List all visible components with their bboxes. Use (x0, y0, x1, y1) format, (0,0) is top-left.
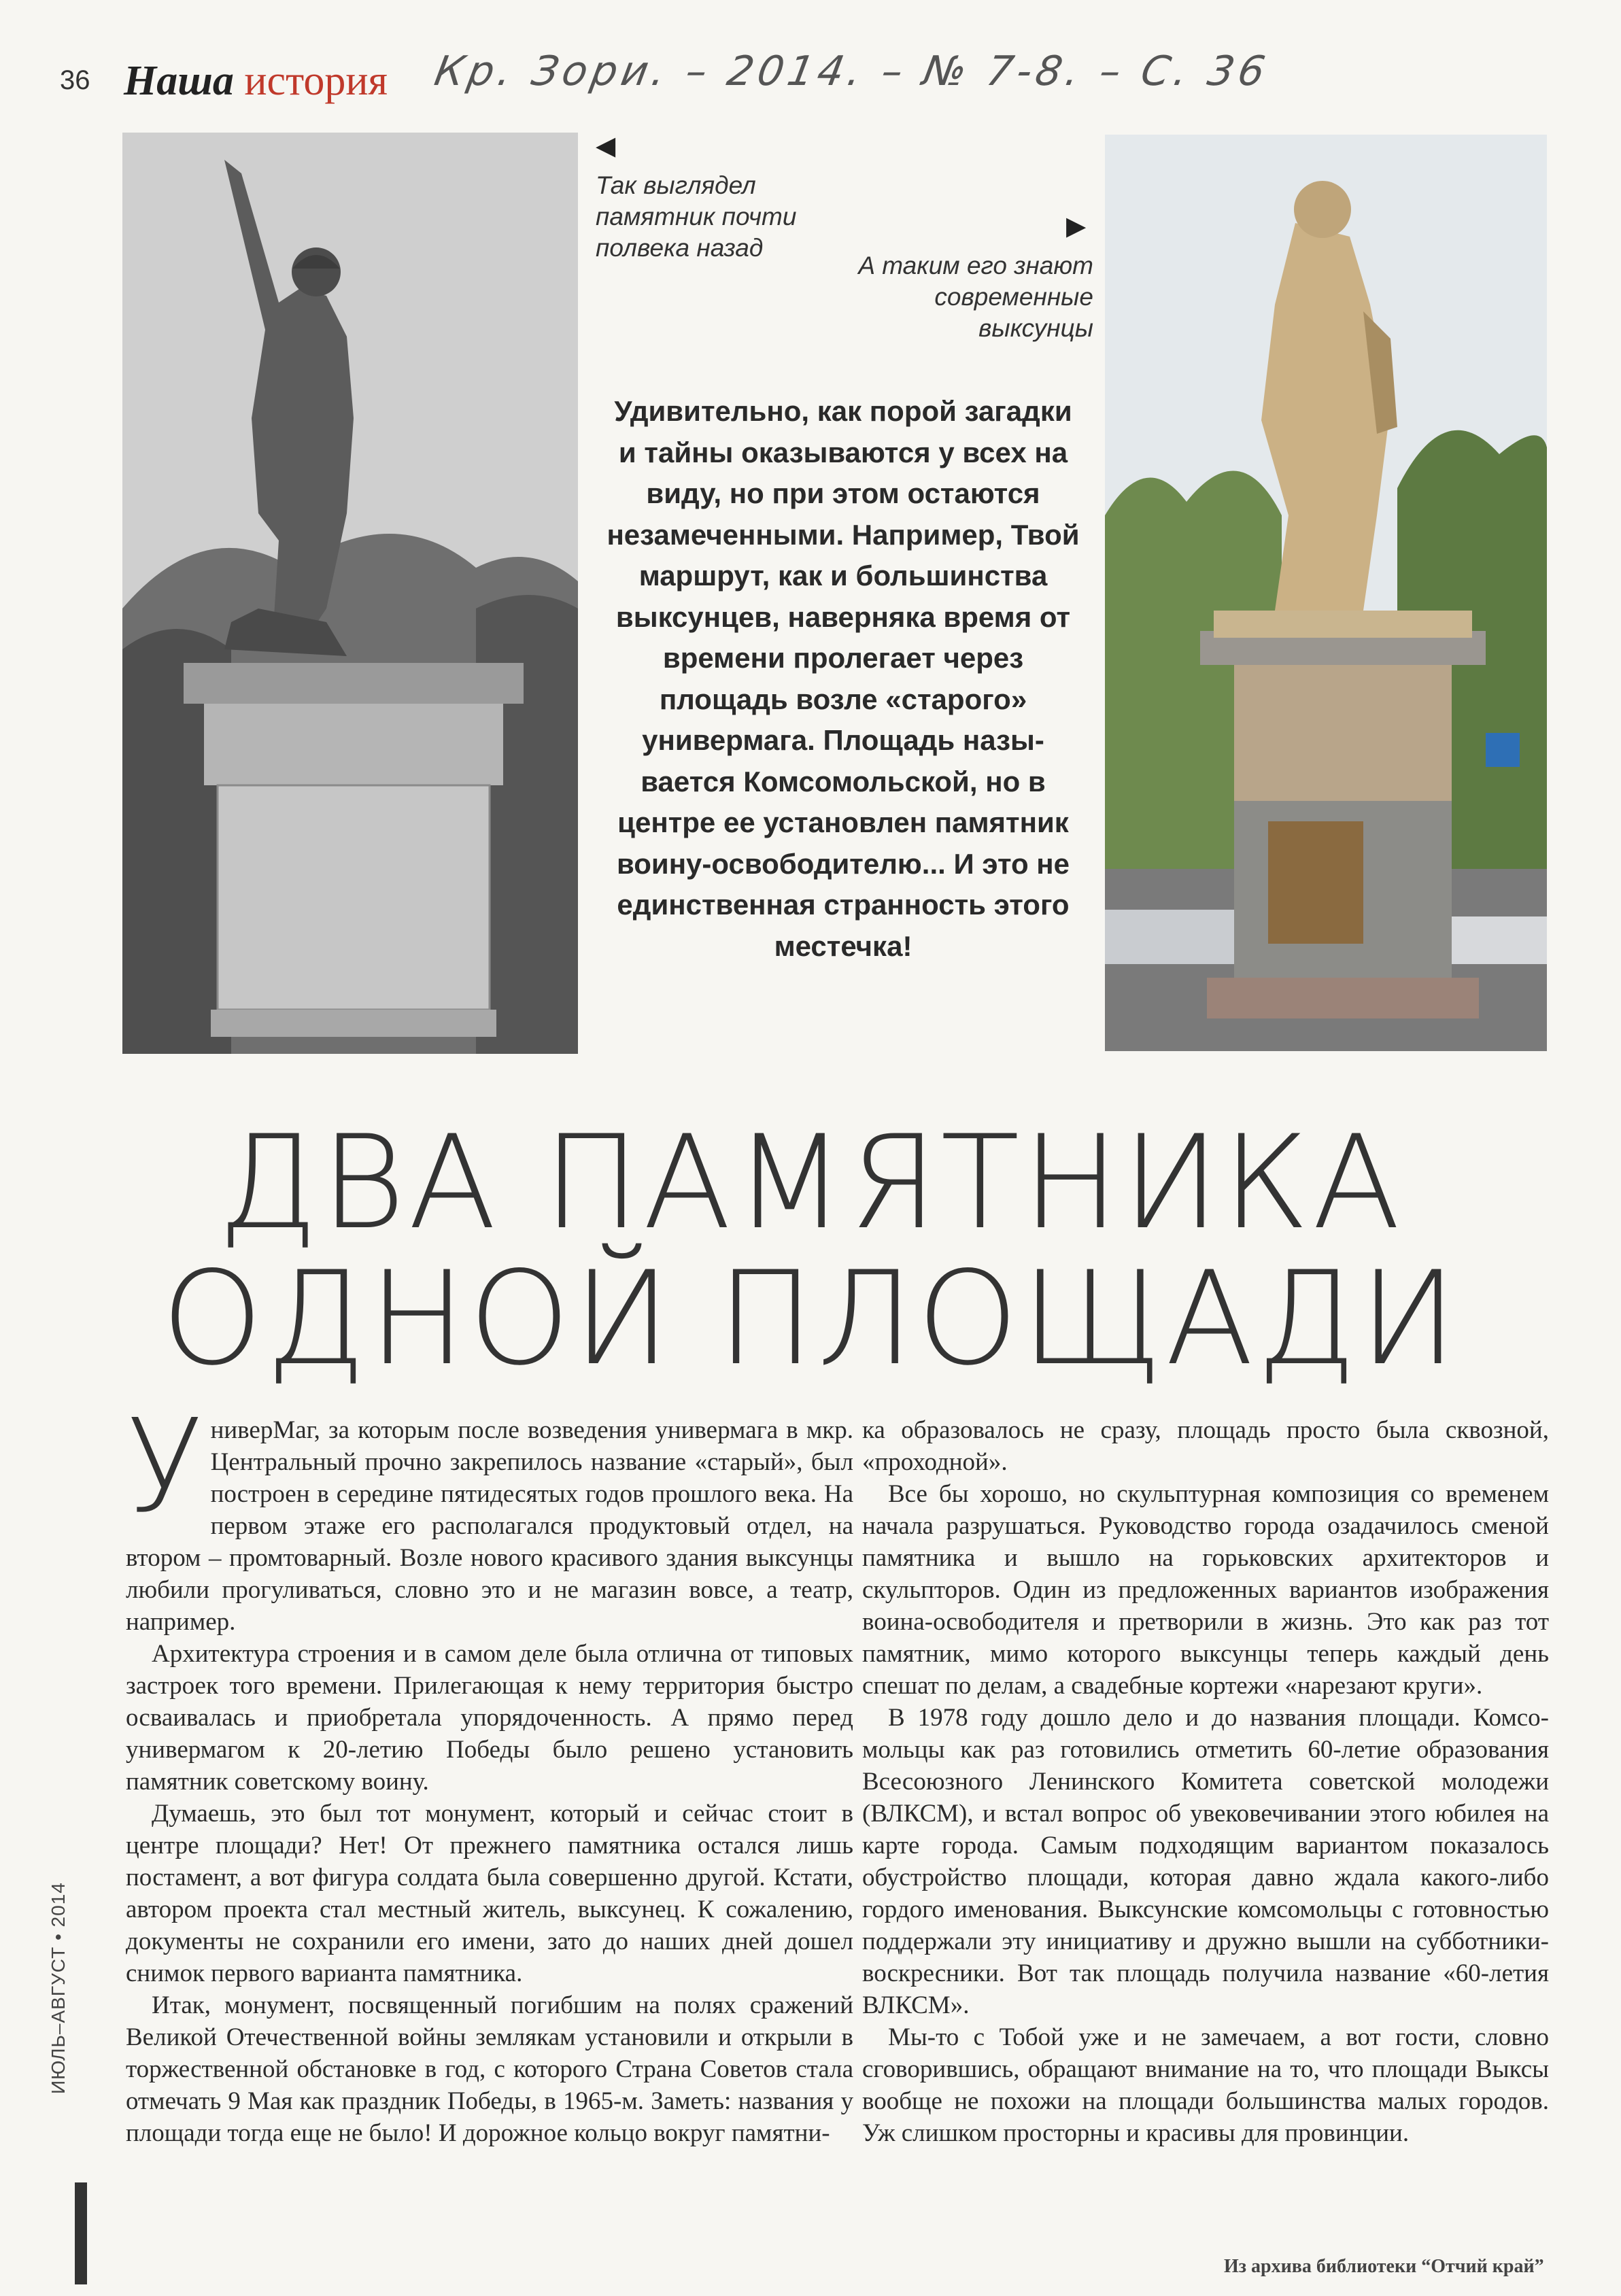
article-column-right (862, 1414, 1549, 2149)
new-monument-photo (1105, 135, 1547, 1051)
new-monument-illustration (1105, 135, 1547, 1051)
article-paragraph: Мы-то с Тобой уже и не замечаем, а вот гости, словно сговорившись, обращают внимание на то, что площади Выксы вообще не похожи на площади большинства малых городов. Уж слишком просторны и красивы для провинции. (862, 2023, 1549, 2147)
lead-paragraph: Удивительно, как порой загадки и тайны оказываются у всех на виду, но при этом остаются незамеченными. Например, Твой маршрут, как и большинства выксунцев, наверняка время от времени пролегает через площадь возле «старого» универмага. Площадь называется Комсомольской, но в центре ее установлен памятник воину-освободителю... И это не единственная странность этого местечка! (607, 395, 1080, 962)
page-number: 36 (60, 65, 90, 95)
old-photo-caption: Так выглядел памятник почти полвека назад (596, 171, 797, 262)
section-word-1: Наша (124, 58, 234, 104)
old-monument-illustration (122, 133, 578, 1054)
headline-line-2: ОДНОЙ ПЛОЩАДИ (161, 1244, 1460, 1394)
article-paragraph: Думаешь, это был тот монумент, который и сейчас стоит в центре площади? Нет! От прежнего памятника остался лишь постамент, а вот фигура солдата была совершенно другой. Кстати, автором проекта стал местный житель, выксунец. К сожалению, документы не сохранили его имени, зато до наших дней дошел снимок первого варианта памятника. (126, 1800, 853, 1987)
article-paragraph: ка образовалось не сразу, площадь просто была сквозной, «проходной». (862, 1416, 1549, 1476)
article-paragraph: Все бы хорошо, но скульптурная композиция со временем начала разрушаться. Руководство города озадачилось сменой памятника и вышло на горьковских архитекторов и скульпторов. Один из предложенных вариантов изображения воина-освободителя и претворили в жизнь. Это как раз тот памятник, мимо которого выксунцы теперь каждый день спешат по делам, а свадебные кортежи «нарезают круги». (862, 1480, 1549, 1700)
old-monument-photo (122, 133, 578, 1054)
side-bar-decoration (75, 2182, 87, 2284)
article-paragraph: Итак, монумент, посвященный погибшим на полях сражений Великой Отечественной войны землякам установили и открыли в торжественной обстановке в год, с которого Страна Советов стала отмечать 9 Мая как праздник Победы, в 1965-м. Заметь: названия у площади тогда еще не было! И дорожное кольцо вокруг памятни- (126, 1991, 853, 2147)
section-word-2: история (244, 58, 388, 104)
caption-arrow-right-icon: ▶ (1066, 212, 1087, 241)
issue-date-label: ИЮЛЬ–АВГУСТ • 2014 (48, 1882, 69, 2094)
drop-cap: У (126, 1392, 204, 1541)
handwritten-annotation: Кр. Зори. – 2014. – № 7-8. – С. 36 (430, 48, 1273, 95)
archive-footer: Из архива библиотеки “Отчий край” (1224, 2256, 1544, 2277)
caption-arrow-left-icon: ◀ (596, 132, 616, 160)
article-paragraph (126, 1392, 853, 1638)
article-column-left (126, 1392, 853, 2149)
new-photo-caption: А таким его знают современные выксунцы (858, 252, 1093, 342)
paragraph-text: ниверМаг, за которым после возведения универмага в мкр. Центральный прочно закрепилось название «старый», был построен в середине пятидесятых годов прошлого века. На первом этаже его располагался продуктовый отдел, на втором – промтоварный. Возле нового красивого здания выксунцы любили прогуливаться, словно это и не магазин вовсе, а театр, например. (126, 1416, 853, 1636)
article-paragraph: В 1978 году дошло дело и до названия площади. Комсомольцы как раз готовились отметить 60-летие образования Всесоюзного Ленинского Комитета советской молодежи (ВЛКСМ), и встал вопрос об увековечивании этого юбилея на карте города. Самым подходящим вариантом показалось обустройство площади, которая давно ждала какого-либо гордого именования. Выксунские комсомольцы с готовностью поддержали эту инициативу и дружно вышли на субботники-воскресники. Вот так площадь получила название «60-летия ВЛКСМ». (862, 1704, 1549, 2019)
headline-line-1: ДВА ПАМЯТНИКА (218, 1108, 1403, 1258)
section-heading (124, 57, 388, 105)
article-paragraph: Архитектура строения и в самом деле была отлична от типовых застроек того времени. Прилегающая к нему территория быстро осваивалась и приобретала упорядоченность. А прямо перед универмагом к 20-летию Победы было решено установить памятник советскому воину. (126, 1640, 853, 1796)
